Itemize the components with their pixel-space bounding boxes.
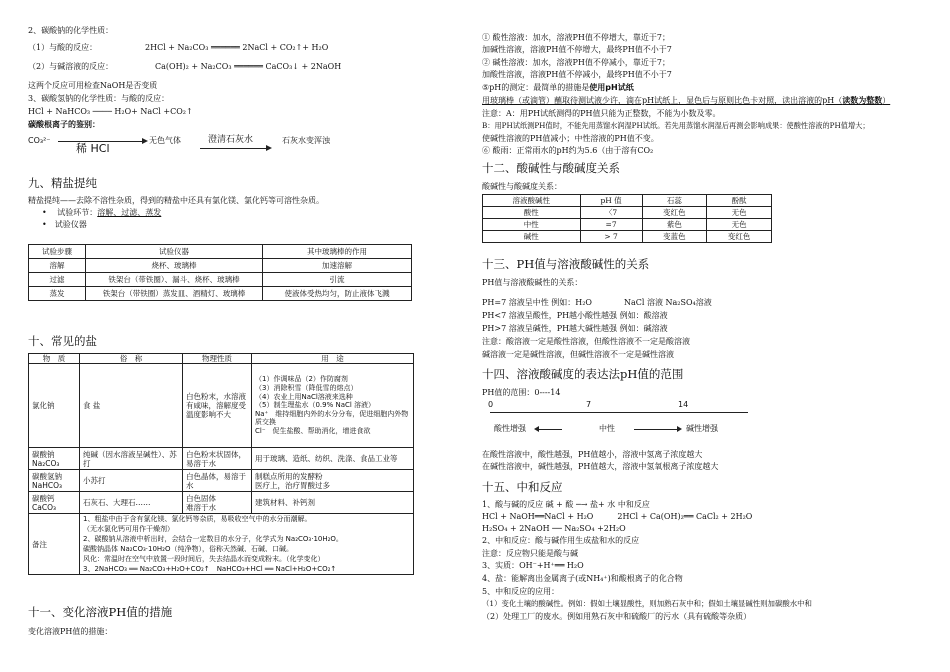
acidity-table (482, 194, 772, 243)
table-header: 物 质 (29, 354, 80, 364)
arrow-lime (200, 148, 270, 149)
table-cell: 铁架台（带铁圈）、漏斗、烧杯、玻璃棒 (86, 273, 263, 287)
table-cell: 纯碱（因水溶液呈碱性）、苏打 (80, 448, 183, 470)
table-header: 酚酞 (707, 195, 772, 207)
table-cell: 碱性 (483, 231, 581, 243)
naoh-test-note: 这两个反应可用检查NaOH是否变质 (28, 81, 158, 90)
base-reaction-equation: Ca(OH)₂ + Na₂CO₃ ══════ CaCO₃↓ + 2NaOH (155, 62, 342, 71)
text-line: 注意：A：用PH试纸测得的PH值只能为正整数，不能为小数及零。 (482, 109, 721, 118)
section-14-title: 十四、溶液酸碱度的表达法pH值的范围 (482, 367, 684, 381)
table-cell: 用于玻璃、造纸、纺织、洗涤、食品工业等 (252, 448, 414, 470)
carbonate-test-title: 碳酸根离子的鉴别： (28, 120, 100, 129)
table-header: 试验步骤 (29, 245, 86, 259)
table-cell: 食 盐 (80, 364, 183, 448)
table-row (29, 448, 414, 470)
table-cell: 白色粉末状固体，易溶于水 (183, 448, 252, 470)
text-line: 在酸性溶液中，酸性越强，PH值越小，溶液中氢离子浓度越大 (482, 450, 703, 459)
na2co3-title: 2、碳酸钠的化学性质： (28, 26, 114, 35)
section-10-title: 十、常见的盐 (28, 334, 97, 348)
table-cell: （1）作调味品（2）作防腐剂 （3）消除积雪（降低雪的熔点） （4）农业上用NaCl溶液来选种 （5）制生理盐水（0.9% NaCl 溶液） Na⁺ 维持细胞内外的水分分布，促进细胞内外物质交换 Cl⁻ 促生盐酸、帮助消化，增进食欲 (252, 364, 414, 448)
table-cell: 变红色 (707, 231, 772, 243)
acid-stronger-label: 酸性增强 (494, 424, 526, 433)
table-header: 石蕊 (642, 195, 707, 207)
section-13-title: 十三、PH值与溶液酸碱性的关系 (482, 257, 650, 271)
table-header: 俗 称 (80, 354, 183, 364)
step-result: 石灰水变浑浊 (282, 136, 330, 145)
table-cell: 中性 (483, 219, 581, 231)
section-12-title: 十二、酸碱性与酸碱度关系 (482, 161, 620, 175)
text-line: 加酸性溶液，溶液PH值不停减小，最终PH值不小于7 (482, 70, 672, 79)
ph-scale-line (490, 412, 748, 413)
table-header-row (29, 354, 414, 364)
table-cell: 使液体受热均匀，防止液体飞溅 (263, 287, 412, 301)
section-9-description: 精盐提纯——去除不溶性杂质，得到的精盐中还具有氯化镁、氯化钙等可溶性杂质。 (28, 196, 324, 205)
section-11-title: 十一、变化溶液PH值的措施 (28, 605, 173, 619)
table-cell: 蒸发 (29, 287, 86, 301)
table-cell: 烧杯、玻璃棒 (86, 259, 263, 273)
table-cell: 无色 (707, 207, 772, 219)
table-cell: 无色 (707, 219, 772, 231)
table-row (29, 287, 412, 301)
text-line: PH<7 溶液呈酸性，PH越小酸性越强 例如：酸溶液 (482, 311, 668, 320)
section-9-title: 九、精盐提纯 (28, 176, 97, 190)
section-13-subtitle: PH值与溶液酸碱性的关系： (482, 278, 583, 287)
table-cell: 碳酸氢钠 NaHCO₃ (29, 470, 80, 492)
table-cell: 碳酸钠 Na₂CO₃ (29, 448, 80, 470)
arrow-left-icon (534, 426, 539, 432)
experiment-table (28, 244, 412, 301)
table-cell: 〈7 (580, 207, 642, 219)
section-14-subtitle: PH值的范围：0----14 (482, 388, 561, 397)
table-cell: 备注 (29, 514, 80, 575)
text-line: H₂SO₄ + 2NaOH ── Na₂SO₄ +2H₂O (482, 524, 626, 533)
acid-reaction-equation: 2HCl + Na₂CO₃ ══════ 2NaCl + CO₂↑+ H₂O (145, 43, 329, 52)
table-row (483, 231, 772, 243)
ph-measure-line: ⑤pH的测定：最简单的措施是使用pH试纸 (482, 83, 634, 92)
table-header: 试验仪器 (86, 245, 263, 259)
section-11-subtitle: 变化溶液PH值的措施： (28, 627, 113, 636)
base-reaction-label: （2）与碱溶液的反应： (28, 62, 114, 71)
text-line: 在碱性溶液中，碱性越强，PH值越大，溶液中氢氧根离子浓度越大 (482, 462, 719, 471)
text-line: 3、实质：OH⁻+H⁺══ H₂O (482, 561, 584, 570)
acid-arrow-line (536, 429, 562, 430)
table-cell: 白色粉末，水溶液有咸味，溶解度受温度影响不大 (183, 364, 252, 448)
step-gas: 无色气体 (149, 136, 181, 145)
text-line: 5、中和反应的应用： (482, 587, 560, 596)
table-cell: 加速溶解 (263, 259, 412, 273)
table-header: 用 途 (252, 354, 414, 364)
table-header-row (483, 195, 772, 207)
table-cell: 白色固体 难溶于水 (183, 492, 252, 514)
table-cell: 碳酸钙 CaCO₃ (29, 492, 80, 514)
section-9-bullet-instruments: • 试验仪器 (42, 220, 87, 230)
table-cell: 氯化钠 (29, 364, 80, 448)
table-note-cell: 1、粗盐中由于含有氯化镁、氯化钙等杂质，易吸收空气中的水分而潮解。 （无水氯化钙可用作干燥剂） 2、碳酸钠从溶液中析出时，会结合一定数目的水分子，化学式为 Na₂CO₃·10H₂O。 碳酸钠晶体 Na₂CO₃·10H₂O（纯净物），俗称天然碱、石碱、口碱。 风化：常温时在空气中放置一段时间后，失去结晶水而变成粉末。（化学变化） 3、2NaHCO₃ ══ Na₂CO₃+H₂O+CO₂↑ NaHCO₃+HCl ══ NaCl+H₂O+CO₂↑ (80, 514, 414, 575)
table-header: 物理性质 (183, 354, 252, 364)
text-line: 加碱性溶液，溶液PH值不停增大，最终PH值不小于7 (482, 45, 672, 54)
text-line: HCl + NaOH══NaCl + H₂O 2HCl + Ca(OH)₂══ CaCl₂ + 2H₂O (482, 512, 753, 521)
ph-method-line: 用玻璃棒（或滴管）蘸取待测试液少许，滴在pH试纸上，显色后与原则比色卡对照，读出溶液的pH（读数为整数） (482, 96, 891, 105)
table-cell: 变蓝色 (642, 231, 707, 243)
table-header-row (29, 245, 412, 259)
table-cell: > 7 (580, 231, 642, 243)
table-header: 其中玻璃棒的作用 (263, 245, 412, 259)
table-row (29, 259, 412, 273)
section-15-title: 十五、中和反应 (482, 480, 563, 494)
table-cell: 酸性 (483, 207, 581, 219)
base-arrow-line (634, 429, 678, 430)
text-line: 4、盐：能解离出金属离子(或NH₄⁺)和酸根离子的化合物 (482, 574, 683, 583)
table-cell: 铁架台（带铁圈）蒸发皿、酒精灯、玻璃棒 (86, 287, 263, 301)
salt-table (28, 353, 414, 575)
table-row (29, 514, 414, 575)
ph-scale-label-0: 0 (488, 400, 494, 409)
table-row (29, 492, 414, 514)
ph-scale (482, 398, 782, 440)
nahco3-title: 3、碳酸氢钠的化学性质：与酸的反应： (28, 94, 170, 103)
text-line: （1）变化土壤的酸碱性。例如：假如土壤显酸性，则加熟石灰中和；假如土壤显碱性则加碳酸水中和 (482, 599, 812, 608)
text-line: 注意：反应物只能是酸与碱 (482, 549, 578, 558)
table-cell: =7 (580, 219, 642, 231)
step-lime: 澄清石灰水 (208, 135, 254, 145)
table-cell: 建筑材料、补钙剂 (252, 492, 414, 514)
table-cell: 石灰石、大理石…… (80, 492, 183, 514)
text-line: 注意：酸溶液一定是酸性溶液，但酸性溶液不一定是酸溶液 (482, 337, 690, 346)
text-line: PH=7 溶液呈中性 例如：H₂O NaCl 溶液 Na₂SO₄溶液 (482, 298, 712, 307)
text-line: PH>7 溶液呈碱性，PH越大碱性越强 例如：碱溶液 (482, 324, 668, 333)
table-cell: 变红色 (642, 207, 707, 219)
table-row (483, 219, 772, 231)
text-line: ① 酸性溶液：加水，溶液PH值不停增大，靠近于7； (482, 33, 670, 42)
section-12-subtitle: 酸碱性与酸碱度关系： (482, 182, 562, 191)
table-row (29, 273, 412, 287)
table-cell: 制糕点所用的发酵粉 医疗上，治疗胃酸过多 (252, 470, 414, 492)
table-row (29, 470, 414, 492)
text-line: ② 碱性溶液：加水，溶液PH值不停减小，靠近于7； (482, 58, 670, 67)
nahco3-equation: HCl + NaHCO₃ ──── H₂O+ NaCl +CO₂↑ (28, 107, 193, 116)
table-row (29, 364, 414, 448)
text-line: B：用PH试纸测PH值时，不能先用蒸馏水润湿PH试纸。若先用蒸馏水润湿后再测会影响成果：使酸性溶液的PH值增大； (482, 121, 870, 130)
arrow-right-icon (677, 426, 682, 432)
text-line: 使碱性溶液的PH值减小；中性溶液的PH值不变。 (482, 134, 659, 143)
ph-scale-label-14: 14 (678, 400, 689, 409)
table-header: pH 值 (580, 195, 642, 207)
acid-reaction-label: （1）与酸的反应： (28, 43, 98, 52)
table-header: 溶液酸碱性 (483, 195, 581, 207)
neutral-label: 中性 (599, 424, 615, 433)
table-cell: 溶解 (29, 259, 86, 273)
section-9-bullet-steps: • 试验环节：溶解、过滤、蒸发 (42, 208, 161, 218)
text-line: ⑥ 酸雨：正常雨水的pH约为5.6（由于溶有CO₂ (482, 146, 654, 155)
table-cell: 过滤 (29, 273, 86, 287)
text-line: 2、中和反应：酸与碱作用生成盐和水的反应 (482, 536, 640, 545)
ph-scale-label-7: 7 (586, 400, 592, 409)
table-cell: 小苏打 (80, 470, 183, 492)
carbonate-ion: CO₃²⁻ (28, 136, 51, 145)
step-hcl: 稀 HCl (76, 142, 110, 155)
text-line: 1、酸与碱的反应 碱 + 酸 ─→ 盐+ 水 中和反应 (482, 500, 650, 509)
text-line: （2）处理工厂的废水。例如用熟石灰中和硫酸厂的污水（具有硫酸等杂质） (482, 612, 752, 621)
text-line: 碱溶液一定是碱性溶液，但碱性溶液不一定是碱性溶液 (482, 350, 674, 359)
table-cell: 白色晶体，易溶于水 (183, 470, 252, 492)
base-stronger-label: 碱性增强 (686, 424, 718, 433)
table-cell: 紫色 (642, 219, 707, 231)
table-cell: 引流 (263, 273, 412, 287)
table-row (483, 207, 772, 219)
